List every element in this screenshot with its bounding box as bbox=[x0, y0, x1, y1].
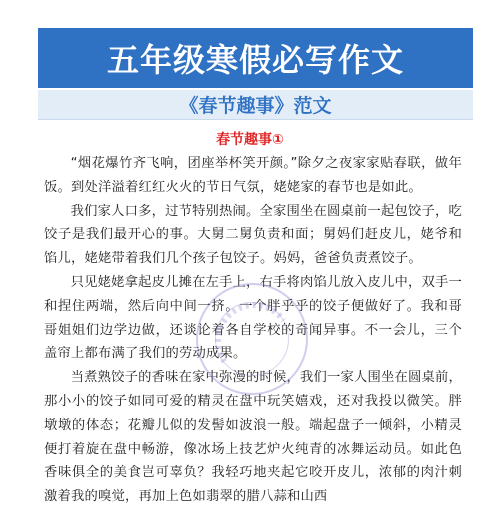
page-subtitle: 《春节趣事》范文 bbox=[179, 95, 332, 117]
paragraph-1: “烟花爆竹齐飞响，团座举杯笑开颜。”除夕之夜家家贴春联，做年饭。到处洋溢着红红火火的节日气氛，姥姥家的春节也是如此。 bbox=[44, 156, 462, 195]
section-heading: 春节趣事① bbox=[216, 132, 284, 148]
subtitle-bar bbox=[38, 90, 473, 120]
paragraph-2: 我们家人口多，过节特别热闹。全家围坐在圆桌前一起包饺子，吃饺子是我们最开心的事。大舅二舅负责和面；舅妈们赶皮儿，姥爷和馅儿，姥姥带着我们几个孩子包饺子。妈妈，爸爸负责煮饺子。 bbox=[44, 203, 463, 267]
paragraph-3: 只见姥姥拿起皮儿摊在左手上，右手将肉馅儿放入皮儿中，双手一和捏住两端，然后向中间一挤。一个胖乎乎的饺子便做好了。我和哥哥姐姐们边学边做，还谈论着各自学校的奇闻异事。不一会儿，三个盖帘上都布满了我们的劳动成果。 bbox=[44, 274, 463, 362]
page-title: 五年级寒假必写作文 bbox=[106, 41, 404, 79]
article-body bbox=[44, 152, 462, 509]
paragraph-4: 当煮熟饺子的香味在家中弥漫的时候，我们一家人围坐在圆桌前，那小小的饺子如同可爱的精灵在盘中玩笑嬉戏，还对我投以微笑。胖墩墩的体态；花瓣儿似的发髻如波浪一般。端起盘子一倾斜，小精灵便打着旋在盘中畅游，像冰场上技艺炉火纯青的冰舞运动员。如此色香味俱全的美食岂可辜负？我轻巧地夹起它咬开皮儿，浓郁的肉汁刺激着我的嗅觉，再加上色如翡翠的腊八蒜和山西 bbox=[44, 370, 463, 505]
title-banner bbox=[38, 28, 473, 88]
